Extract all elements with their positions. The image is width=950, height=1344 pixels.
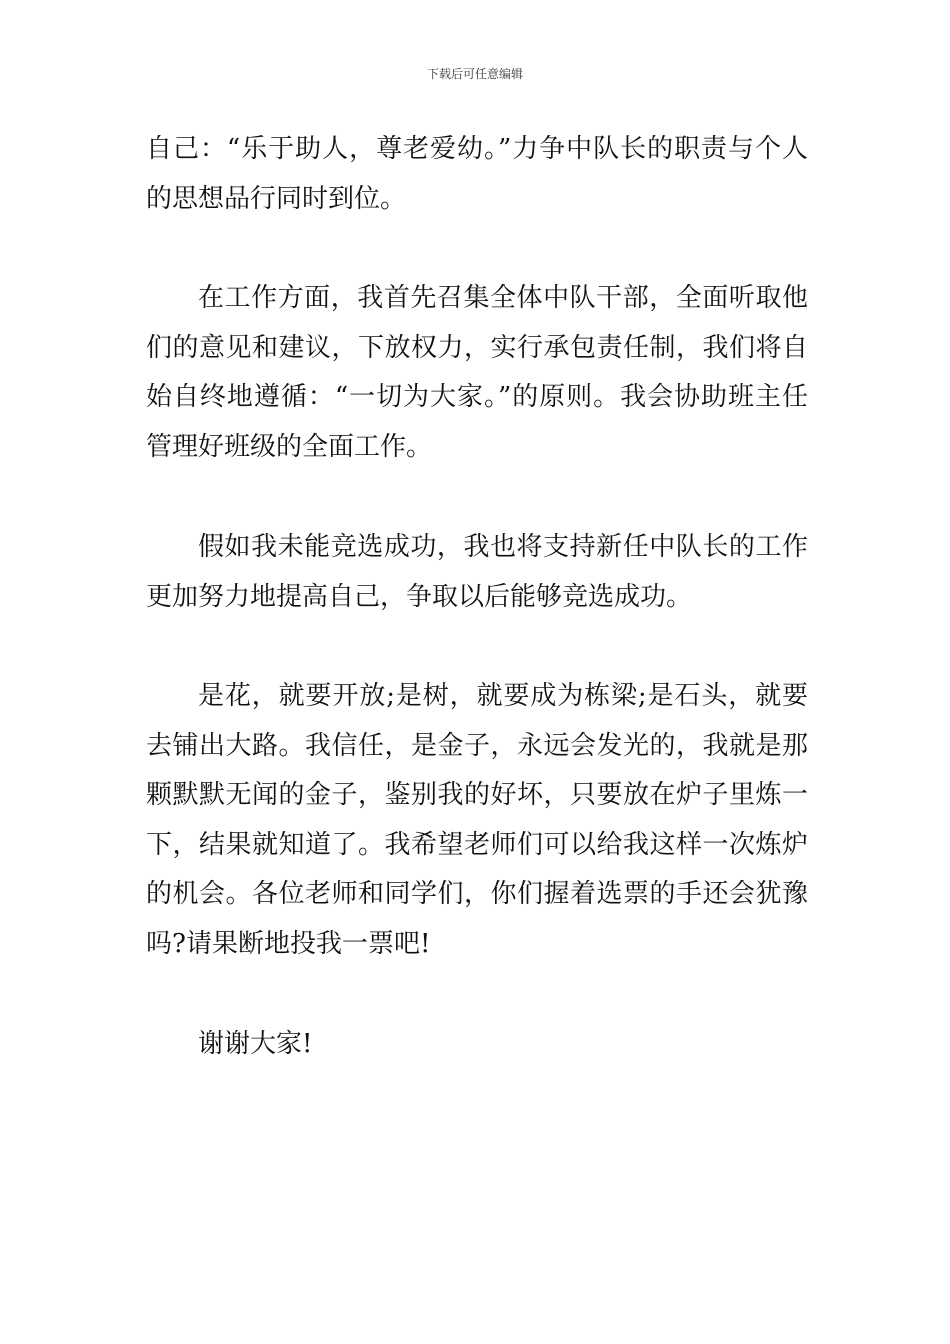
paragraph-if-not-elected: 假如我未能竞选成功，我也将支持新任中队长的工作更加努力地提高自己，争取以后能够竞选成功。 [146,532,808,612]
paragraph-continuation: 自己：“乐于助人，尊老爱幼。”力争中队长的职责与个人的思想品行同时到位。 [146,134,808,214]
page-header: 下载后可任意编辑 [426,67,523,81]
paragraph-work-plan: 在工作方面，我首先召集全体中队干部，全面听取他们的意见和建议，下放权力，实行承包责任制，我们将自始自终地遵循：“一切为大家。”的原则。我会协助班主任管理好班级的全面工作。 [146,283,808,462]
paragraph-appeal: 是花，就要开放;是树，就要成为栋梁;是石头，就要去铺出大路。我信任，是金子，永远会发光的，我就是那颗默默无闻的金子，鉴别我的好坏，只要放在炉子里炼一下，结果就知道了。我希望老师们可以给我这样一次炼炉的机会。各位老师和同学们，你们握着选票的手还会犹豫吗?请果断地投我一票吧! [146,681,808,959]
paragraph-thanks: 谢谢大家! [198,1029,313,1059]
